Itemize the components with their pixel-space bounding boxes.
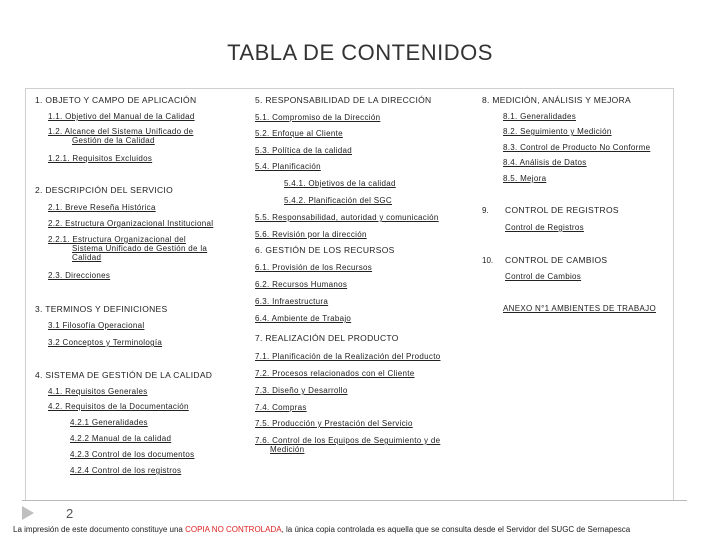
toc-link-4-2[interactable]: 4.2. Requisitos de la Documentación [48,402,189,411]
toc-link-1-2[interactable]: 1.2. Alcance del Sistema Unificado de [48,127,194,136]
toc-link-6-1[interactable]: 6.1. Provisión de los Recursos [255,263,373,272]
toc-section-10: CONTROL DE CAMBIOS [505,255,608,265]
page-title: TABLA DE CONTENIDOS [227,40,493,65]
toc-link-8-3[interactable]: 8.3. Control de Producto No Conforme [503,143,651,152]
toc-link-2-2-1[interactable]: 2.2.1. Estructura Organizacional del [48,235,186,244]
toc-link-2-3[interactable]: 2.3. Direcciones [48,271,111,280]
toc-link-8-5[interactable]: 8.5. Mejora [503,174,547,183]
toc-section-6: 6. GESTIÓN DE LOS RECURSOS [255,245,395,255]
toc-link-annex-1[interactable]: ANEXO N°1 AMBIENTES DE TRABAJO [503,304,656,313]
footer-text-before: La impresión de este documento constituye una [13,525,186,534]
toc-link-1-2-cont[interactable]: Gestión de la Calidad [72,136,155,145]
toc-link-6-2[interactable]: 6.2. Recursos Humanos [255,280,348,289]
triangle-bullet-icon [22,506,34,520]
toc-link-5-5[interactable]: 5.5. Responsabilidad, autoridad y comunicación [255,213,439,222]
toc-link-4-2-3[interactable]: 4.2.3 Control de los documentos [70,450,195,459]
toc-link-5-2[interactable]: 5.2. Enfoque al Cliente [255,129,343,138]
footer-text-after: , la única copia controlada es aquella que se consulta desde el Servidor del SUGC de Sernapesca [281,525,631,534]
toc-section-4: 4. SISTEMA DE GESTIÓN DE LA CALIDAD [35,370,213,380]
footer-disclaimer [13,525,713,534]
toc-link-4-2-4[interactable]: 4.2.4 Control de los registros [70,466,182,475]
toc-section-9: CONTROL DE REGISTROS [505,205,619,215]
toc-link-2-1[interactable]: 2.1. Breve Reseña Histórica [48,203,156,212]
toc-link-1-2-1[interactable]: 1.2.1. Requisitos Excluidos [48,154,153,163]
toc-link-2-2[interactable]: 2.2. Estructura Organizacional Institucional [48,219,214,228]
toc-link-4-1[interactable]: 4.1. Requisitos Generales [48,387,148,396]
toc-link-7-6[interactable]: 7.6. Control de los Equipos de Seguimiento y de [255,436,441,445]
toc-link-7-6-cont[interactable]: Medición [270,445,305,454]
toc-link-2-2-1-cont2[interactable]: Calidad [72,253,102,262]
toc-link-4-2-2[interactable]: 4.2.2 Manual de la calidad [70,434,172,443]
toc-link-1-1[interactable]: 1.1. Objetivo del Manual de la Calidad [48,112,195,121]
toc-link-8-2[interactable]: 8.2. Seguimiento y Medición [503,127,612,136]
toc-link-5-4[interactable]: 5.4. Planificación [255,162,321,171]
footer-divider [22,500,687,501]
toc-section-10-number: 10. [482,256,494,265]
toc-link-4-2-1[interactable]: 4.2.1 Generalidades [70,418,148,427]
toc-link-5-4-1[interactable]: 5.4.1. Objetivos de la calidad [284,179,396,188]
toc-section-7: 7. REALIZACIÓN DEL PRODUCTO [255,333,399,343]
toc-link-5-3[interactable]: 5.3. Política de la calidad [255,146,353,155]
toc-link-6-4[interactable]: 6.4. Ambiente de Trabajo [255,314,352,323]
toc-link-6-3[interactable]: 6.3. Infraestructura [255,297,329,306]
page-number: 2 [66,506,74,521]
toc-link-5-4-2[interactable]: 5.4.2. Planificación del SGC [284,196,393,205]
toc-section-1: 1. OBJETO Y CAMPO DE APLICACIÓN [35,95,197,105]
toc-link-3-1[interactable]: 3.1 Filosofía Operacional [48,321,145,330]
toc-link-8-4[interactable]: 8.4. Análisis de Datos [503,158,587,167]
toc-link-7-4[interactable]: 7.4. Compras [255,403,307,412]
toc-link-2-2-1-cont[interactable]: Sistema Unificado de Gestión de la [72,244,208,253]
toc-link-9[interactable]: Control de Registros [505,223,584,232]
toc-section-8: 8. MEDICIÓN, ANÁLISIS Y MEJORA [482,95,631,105]
toc-link-10[interactable]: Control de Cambios [505,272,582,281]
toc-section-2: 2. DESCRIPCIÓN DEL SERVICIO [35,185,173,195]
toc-link-5-6[interactable]: 5.6. Revisión por la dirección [255,230,367,239]
toc-section-3: 3. TERMINOS Y DEFINICIONES [35,304,168,314]
toc-section-9-number: 9. [482,206,489,215]
toc-link-7-3[interactable]: 7.3. Diseño y Desarrollo [255,386,348,395]
toc-link-7-1[interactable]: 7.1. Planificación de la Realización del Producto [255,352,441,361]
footer-highlight: COPIA NO CONTROLADA [185,525,282,534]
toc-section-5: 5. RESPONSABILIDAD DE LA DIRECCIÓN [255,95,432,105]
toc-link-5-1[interactable]: 5.1. Compromiso de la Dirección [255,113,381,122]
toc-link-8-1[interactable]: 8.1. Generalidades [503,112,577,121]
toc-link-7-2[interactable]: 7.2. Procesos relacionados con el Cliente [255,369,415,378]
toc-link-3-2[interactable]: 3.2 Conceptos y Terminología [48,338,163,347]
toc-link-7-5[interactable]: 7.5. Producción y Prestación del Servicio [255,419,413,428]
